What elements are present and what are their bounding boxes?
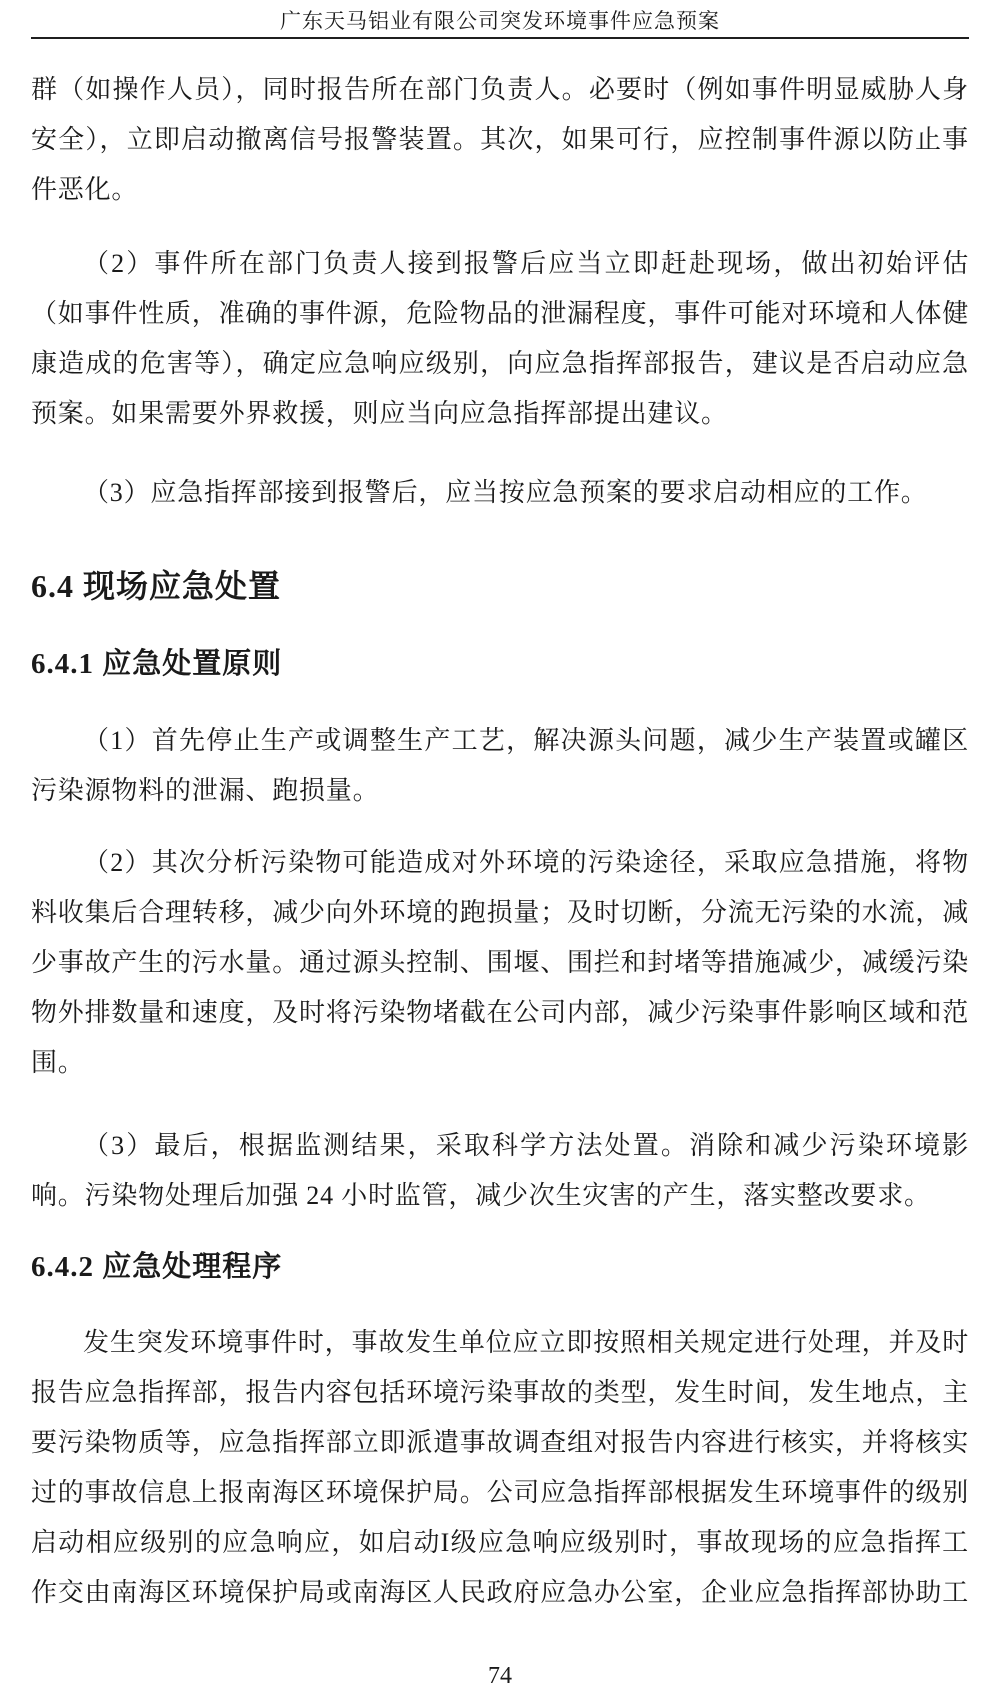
subsection-heading-6-4-1: 6.4.1 应急处置原则: [31, 648, 283, 680]
document-content: [31, 65, 969, 1618]
header-title: 广东天马铝业有限公司突发环境事件应急预案: [280, 9, 720, 33]
section-heading-6-4: 6.4 现场应急处置: [31, 568, 282, 604]
paragraph-642-item-1: 发生突发环境事件时，事故发生单位应立即按照相关规定进行处理，并及时报告应急指挥部，报告内容包括环境污染事故的类型，发生时间，发生地点，主要污染物质等，应急指挥部立即派遣事故调查组对报告内容进行核实，并将核实过的事故信息上报南海区环境保护局。公司应急指挥部根据发生环境事件的级别启动相应级别的应急响应，如启动I级应急响应级别时，事故现场的应急指挥工作交由南海区环境保护局或南海区人民政府应急办公室，企业应急指挥部协助工: [31, 1328, 970, 1607]
paragraph-641-item-3: （3）最后，根据监测结果，采取科学方法处置。消除和减少污染环境影响。污染物处理后加强 24 小时监管，减少次生灾害的产生，落实整改要求。: [31, 1131, 969, 1210]
paragraph-641-item-2: （2）其次分析污染物可能造成对外环境的污染途径，采取应急措施，将物料收集后合理转移，减少向外环境的跑损量；及时切断，分流无污染的水流，减少事故产生的污水量。通过源头控制、围堰、围拦和封堵等措施减少，减缓污染物外排数量和速度，及时将污染物堵截在公司内部，减少污染事件影响区域和范围。: [31, 848, 970, 1077]
header-rule: [31, 37, 969, 39]
subsection-heading-6-4-2: 6.4.2 应急处理程序: [31, 1251, 283, 1283]
page-header: [31, 0, 969, 39]
paragraph-item-3: （3）应急指挥部接到报警后，应当按应急预案的要求启动相应的工作。: [83, 478, 928, 507]
paragraph-641-item-1: （1）首先停止生产或调整生产工艺，解决源头问题，减少生产装置或罐区污染源物料的泄漏、跑损量。: [31, 726, 969, 805]
paragraph-continued: 群（如操作人员），同时报告所在部门负责人。必要时（例如事件明显威胁人身安全），立即启动撤离信号报警装置。其次，如果可行，应控制事件源以防止事件恶化。: [31, 75, 969, 204]
paragraph-item-2: （2）事件所在部门负责人接到报警后应当立即赶赴现场，做出初始评估（如事件性质，准确的事件源，危险物品的泄漏程度，事件可能对环境和人体健康造成的危害等），确定应急响应级别，向应急指挥部报告，建议是否启动应急预案。如果需要外界救援，则应当向应急指挥部提出建议。: [31, 249, 970, 428]
page-number: 74: [488, 1663, 512, 1689]
